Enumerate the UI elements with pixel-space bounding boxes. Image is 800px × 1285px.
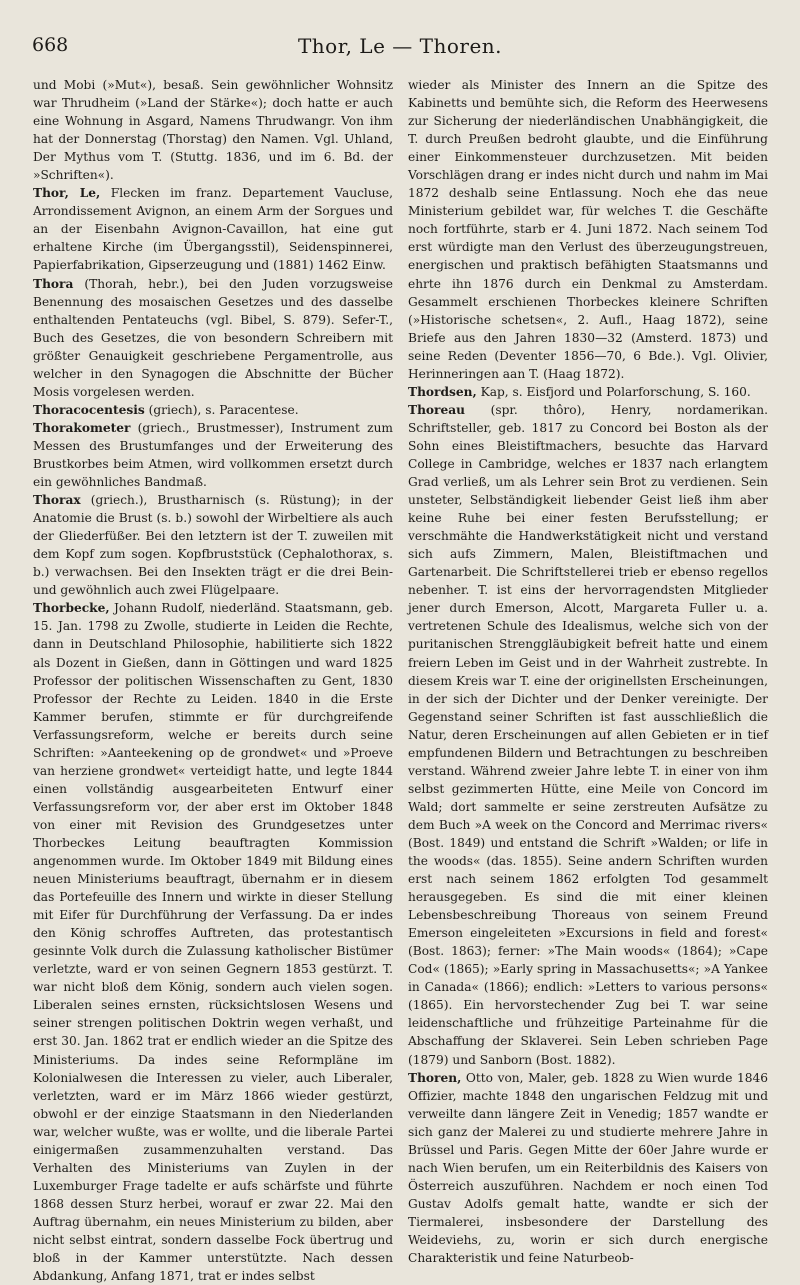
entry-paragraph bbox=[408, 1069, 768, 1268]
page-number: 668 bbox=[32, 34, 69, 56]
entry-text: (griech), s. Paracentese. bbox=[144, 402, 299, 417]
entry-paragraph bbox=[408, 76, 768, 383]
running-title: Thor, Le — Thoren. bbox=[297, 34, 503, 58]
entry-headword: Thora bbox=[33, 276, 74, 291]
right-column bbox=[408, 76, 768, 1266]
entry-headword: Thoreau bbox=[408, 402, 465, 417]
entry-text: (spr. thôro), Henry, nordamerikan. Schriftsteller, geb. 1817 zu Concord bei Boston als der Sohn eines Bleistiftmachers, besuchte das Harvard College in Cambridge, welches er 1837 nach erlangtem Grad verließ, um als Lehrer sein Brot zu verdienen. Sein unsteter, Selbständigkeit liebender Geist ließ ihm aber keine Ruhe bei einer festen Berufsstellung; er verschmähte die Handwerkstätigkeit nicht und verstand sich aufs Zimmern, Malen, Bleistiftmachen und Gartenarbeit. Die Schriftstellerei trieb er ebenso regellos nebenher. T. ist eins der hervorragendsten Mitglieder jener durch Emerson, Alcott, Margareta Fuller u. a. vertretenen Schule des Idealismus, welche sich von der puritanischen Strenggläubigkeit befreit hatte und einem freiern Leben im Geist und in der Wahrheit zustrebte. In diesem Kreis war T. eine der originellsten Erscheinungen, in der sich der Dichter und der Denker vereinigte. Der Gegenstand seiner Schriften ist fast ausschließlich die Natur, deren Erscheinungen auf allen Gebieten er in tief empfundenen Bildern und Betrachtungen zu beschreiben verstand. Während zweier Jahre lebte T. in einer von ihm selbst gezimmerten Hütte, eine Meile von Concord im Wald; dort sammelte er seine zerstreuten Aufsätze zu dem Buch »A week on the Concord and Merrimac rivers« (Bost. 1849) und entstand die Schrift »Walden; or life in the woods« (das. 1855). Seine andern Schriften wurden erst nach seinem 1862 erfolgten Tod gesammelt herausgegeben. Es sind die mit einer kleinen Lebensbeschreibung Thoreaus von seinem Freund Emerson eingeleiteten »Excursions in field and forest« (Bost. 1863); ferner: »The Main woods« (1864); »Cape Cod« (1865); »Early spring in Massachusetts«; »A Yankee in Canada« (1866); endlich: »Letters to various persons« (1865). Ein hervorstechender Zug bei T. war seine leidenschaftliche und frühzeitige Parteinahme für die Abschaffung der Sklaverei. Sein Leben schrieben Page (1879) und Sanborn (Bost. 1882). bbox=[408, 402, 768, 1067]
page-header bbox=[30, 34, 770, 64]
entry-headword: Thoracocentesis bbox=[33, 402, 145, 417]
entry-headword: Thordsen, bbox=[408, 384, 477, 399]
entry-paragraph bbox=[408, 383, 768, 401]
entry-headword: Thoren, bbox=[408, 1070, 462, 1085]
entry-text: wieder als Minister des Innern an die Spitze des Kabinetts und bemühte sich, die Reform des Heerwesens zur Sicherung der niederländischen Unabhängigkeit, die T. durch Preußen bedroht glaubte, und die Einführung einer Einkommensteuer durchzusetzen. Mit beiden Vorschlägen drang er indes nicht durch und nahm im Mai 1872 deshalb seine Entlassung. Noch ehe das neue Ministerium gebildet war, für welches T. die Geschäfte noch fortführte, starb er 4. Juni 1872. Nach seinem Tod erst würdigte man den Verlust des überzeugungstreuen, energischen und praktisch befähigten Staatsmanns und ehrte ihn 1876 durch ein Denkmal zu Amsterdam. Gesammelt erschienen Thorbeckes kleinere Schriften (»Historische schetsen«, 2. Aufl., Haag 1872), seine Briefe aus den Jahren 1830—32 (Amsterd. 1873) und seine Reden (Deventer 1856—70, 6 Bde.). Vgl. Olivier, Herinneringen aan T. (Haag 1872). bbox=[408, 78, 768, 381]
entry-text: (griech.), Brustharnisch (s. Rüstung); in der Anatomie die Brust (s. b.) sowohl der Wirbeltiere als auch der Gliederfüßer. Bei den letztern ist der T. zuweilen mit dem Kopf zum sogen. Kopfbruststück (Cephalothorax, s. b.) verwachsen. Bei den Insekten trägt er die drei Bein- und gewöhnlich auch zwei Flügelpaare. bbox=[33, 493, 393, 598]
left-column bbox=[33, 76, 393, 1284]
text-columns bbox=[33, 76, 768, 1284]
entry-paragraph bbox=[33, 275, 393, 401]
entry-text: Otto von, Maler, geb. 1828 zu Wien wurde 1846 Offizier, machte 1848 den ungarischen Feldzug mit und verweilte dann längere Zeit in Venedig; 1857 wandte er sich ganz der Malerei zu und studierte mehrere Jahre in Brüssel und Paris. Gegen Mitte der 60er Jahre wurde er nach Wien berufen, um ein Reiterbildnis des Kaisers von Österreich auszuführen. Nachdem er noch einen Tod Gustav Adolfs gemalt hatte, wandte er sich der Tiermalerei, insbesondere der Darstellung des Weideviehs, zu, worin er sich durch energische Charakteristik und feine Naturbeob- bbox=[408, 1070, 768, 1266]
entry-paragraph bbox=[33, 401, 393, 419]
entry-paragraph bbox=[33, 419, 393, 491]
entry-headword: Thor, Le, bbox=[33, 186, 101, 201]
entry-paragraph bbox=[33, 599, 393, 1285]
entry-paragraph bbox=[33, 184, 393, 274]
entry-headword: Thorbecke, bbox=[33, 601, 110, 616]
entry-text: und Mobi (»Mut«), besaß. Sein gewöhnlicher Wohnsitz war Thrudheim (»Land der Stärke«); doch hatte er auch eine Wohnung in Asgard, Namens Thrudwangr. Von ihm hat der Donnerstag (Thorstag) den Namen. Vgl. Uhland, Der Mythus vom T. (Stuttg. 1836, und im 6. Bd. der »Schriften«). bbox=[33, 78, 393, 183]
entry-text: Johann Rudolf, niederländ. Staatsmann, geb. 15. Jan. 1798 zu Zwolle, studierte in Leiden die Rechte, dann in Deutschland Philosophie, habilitierte sich 1822 als Dozent in Gießen, dann in Göttingen und ward 1825 Professor der politischen Wissenschaften zu Gent, 1830 Professor der Rechte zu Leiden. 1840 in die Erste Kammer berufen, stimmte er für durchgreifende Verfassungsreform, welche er bereits durch seine Schriften: »Aanteekening op de grondwet« und »Proeve van herziene grondwet« verteidigt hatte, und legte 1844 einen vollständig ausgearbeiteten Entwurf einer Verfassungsreform vor, der aber erst im Oktober 1848 von einer mit Revision des Grundgesetzes unter Thorbeckes Leitung beauftragten Kommission angenommen wurde. Im Oktober 1849 mit Bildung eines neuen Ministeriums beauftragt, übernahm er in diesem das Portefeuille des Innern und wirkte in dieser Stellung mit Eifer für Durchführung der Verfassung. Da er indes den König schroffes Auftreten, das protestantisch gesinnte Volk durch die Zulassung katholischer Bistümer verletzte, ward er von seinen Gegnern 1853 gestürzt. T. war nicht bloß dem König, sondern auch vielen sogen. Liberalen seines ernsten, rücksichtslosen Wesens und seiner strengen politischen Doktrin wegen verhaßt, und erst 30. Jan. 1862 trat er endlich wieder an die Spitze des Ministeriums. Da indes seine Reformpläne im Kolonialwesen die Interessen zu vieler, auch Liberaler, verletzten, ward er im März 1866 wieder gestürzt, obwohl er der einzige Staatsmann in den Niederlanden war, welcher wußte, was er wollte, und die liberale Partei einigermaßen zusammenzuhalten verstand. Das Verhalten des Ministeriums van Zuylen in der Luxemburger Frage tadelte er aufs schärfste und führte 1868 dessen Sturz herbei, worauf er zwar 22. Mai den Auftrag übernahm, ein neues Ministerium zu bilden, aber nicht selbst eintrat, sondern dasselbe Fock übertrug und bloß in der Kammer unterstützte. Nach dessen Abdankung, Anfang 1871, trat er indes selbst bbox=[33, 601, 393, 1284]
entry-paragraph bbox=[408, 401, 768, 1069]
entry-text: (griech., Brustmesser), Instrument zum Messen des Brustumfanges und der Erweiterung des Brustkorbes beim Atmen, wird vollkommen ersetzt durch ein gewöhnliches Bandmaß. bbox=[33, 420, 393, 490]
entry-text: (Thorah, hebr.), bei den Juden vorzugsweise Benennung des mosaischen Gesetzes und des dasselbe enthaltenden Pentateuchs (vgl. Bibel, S. 879). Sefer-T., Buch des Gesetzes, die von besondern Schreibern mit größter Genauigkeit geschriebene Pergamentrolle, aus welcher in den Synagogen die Abschnitte der Bücher Mosis vorgelesen werden. bbox=[33, 276, 393, 399]
entry-headword: Thorax bbox=[33, 493, 81, 508]
entry-paragraph bbox=[33, 491, 393, 599]
entry-paragraph bbox=[33, 76, 393, 184]
entry-headword: Thorakometer bbox=[33, 420, 131, 435]
entry-text: Flecken im franz. Departement Vaucluse, Arrondissement Avignon, an einem Arm der Sorgues und an der Eisenbahn Avignon-Cavaillon, hat eine gut erhaltene Kirche (im Übergangsstil), Seidenspinnerei, Papierfabrikation, Gipserzeugung und (1881) 1462 Einw. bbox=[33, 186, 393, 273]
entry-text: Kap, s. Eisfjord und Polarforschung, S. 160. bbox=[476, 384, 751, 399]
